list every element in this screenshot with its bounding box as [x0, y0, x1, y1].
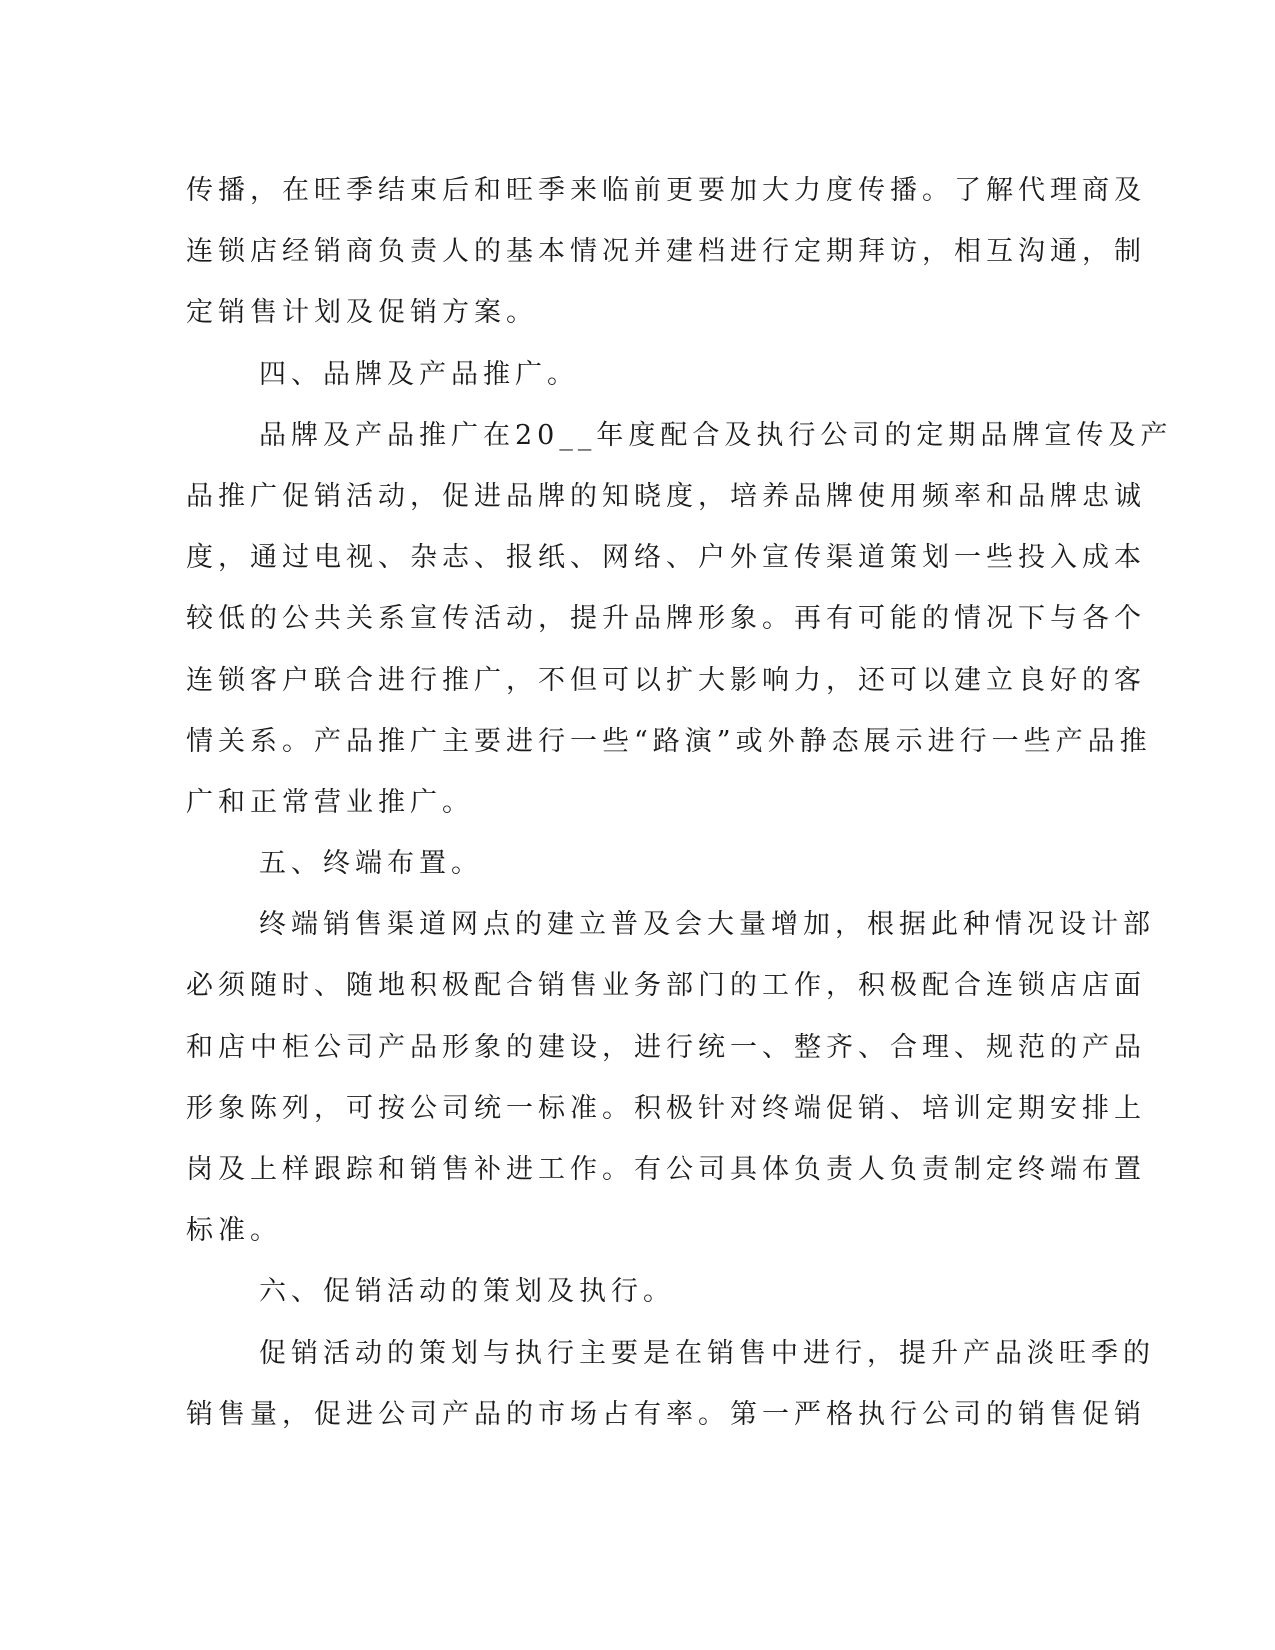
text-line: 传播，在旺季结束后和旺季来临前更要加大力度传播。了解代理商及 — [186, 175, 1146, 206]
text-line: 促销活动的策划与执行主要是在销售中进行，提升产品淡旺季的 — [259, 1337, 1155, 1369]
text-line: 品牌及产品推广在20__年度配合及执行公司的定期品牌宣传及产 — [259, 419, 1173, 451]
text-line: 连锁店经销商负责人的基本情况并建档进行定期拜访，相互沟通，制 — [186, 236, 1146, 268]
document-body — [186, 160, 1173, 1445]
text-line: 标准。 — [186, 1215, 282, 1247]
text-line: 和店中柜公司产品形象的建设，进行统一、整齐、合理、规范的产品 — [186, 1031, 1146, 1063]
text-line: 必须随时、随地积极配合销售业务部门的工作，积极配合连锁店店面 — [186, 970, 1146, 1002]
text-line: 终端销售渠道网点的建立普及会大量增加，根据此种情况设计部 — [259, 909, 1155, 941]
text-line: 定销售计划及促销方案。 — [186, 297, 538, 329]
text-line: 形象陈列，可按公司统一标准。积极针对终端促销、培训定期安排上 — [186, 1092, 1146, 1124]
text-line: 销售量，促进公司产品的市场占有率。第一严格执行公司的销售促销 — [186, 1398, 1146, 1430]
text-line: 广和正常营业推广。 — [186, 786, 474, 818]
text-line: 品推广促销活动，促进品牌的知晓度，培养品牌使用频率和品牌忠诚 — [186, 480, 1146, 512]
section-heading: 六、促销活动的策划及执行。 — [259, 1276, 675, 1308]
text-line: 较低的公共关系宣传活动，提升品牌形象。再有可能的情况下与各个 — [186, 603, 1146, 635]
section-heading: 五、终端布置。 — [259, 848, 483, 880]
text-line: 连锁客户联合进行推广，不但可以扩大影响力，还可以建立良好的客 — [186, 664, 1146, 696]
section-heading: 四、品牌及产品推广。 — [259, 358, 579, 390]
text-line: 岗及上样跟踪和销售补进工作。有公司具体负责人负责制定终端布置 — [186, 1154, 1146, 1185]
text-line: 度，通过电视、杂志、报纸、网络、户外宣传渠道策划一些投入成本 — [186, 542, 1146, 574]
text-line: 情关系。产品推广主要进行一些“路演”或外静态展示进行一些产品推 — [186, 725, 1152, 757]
